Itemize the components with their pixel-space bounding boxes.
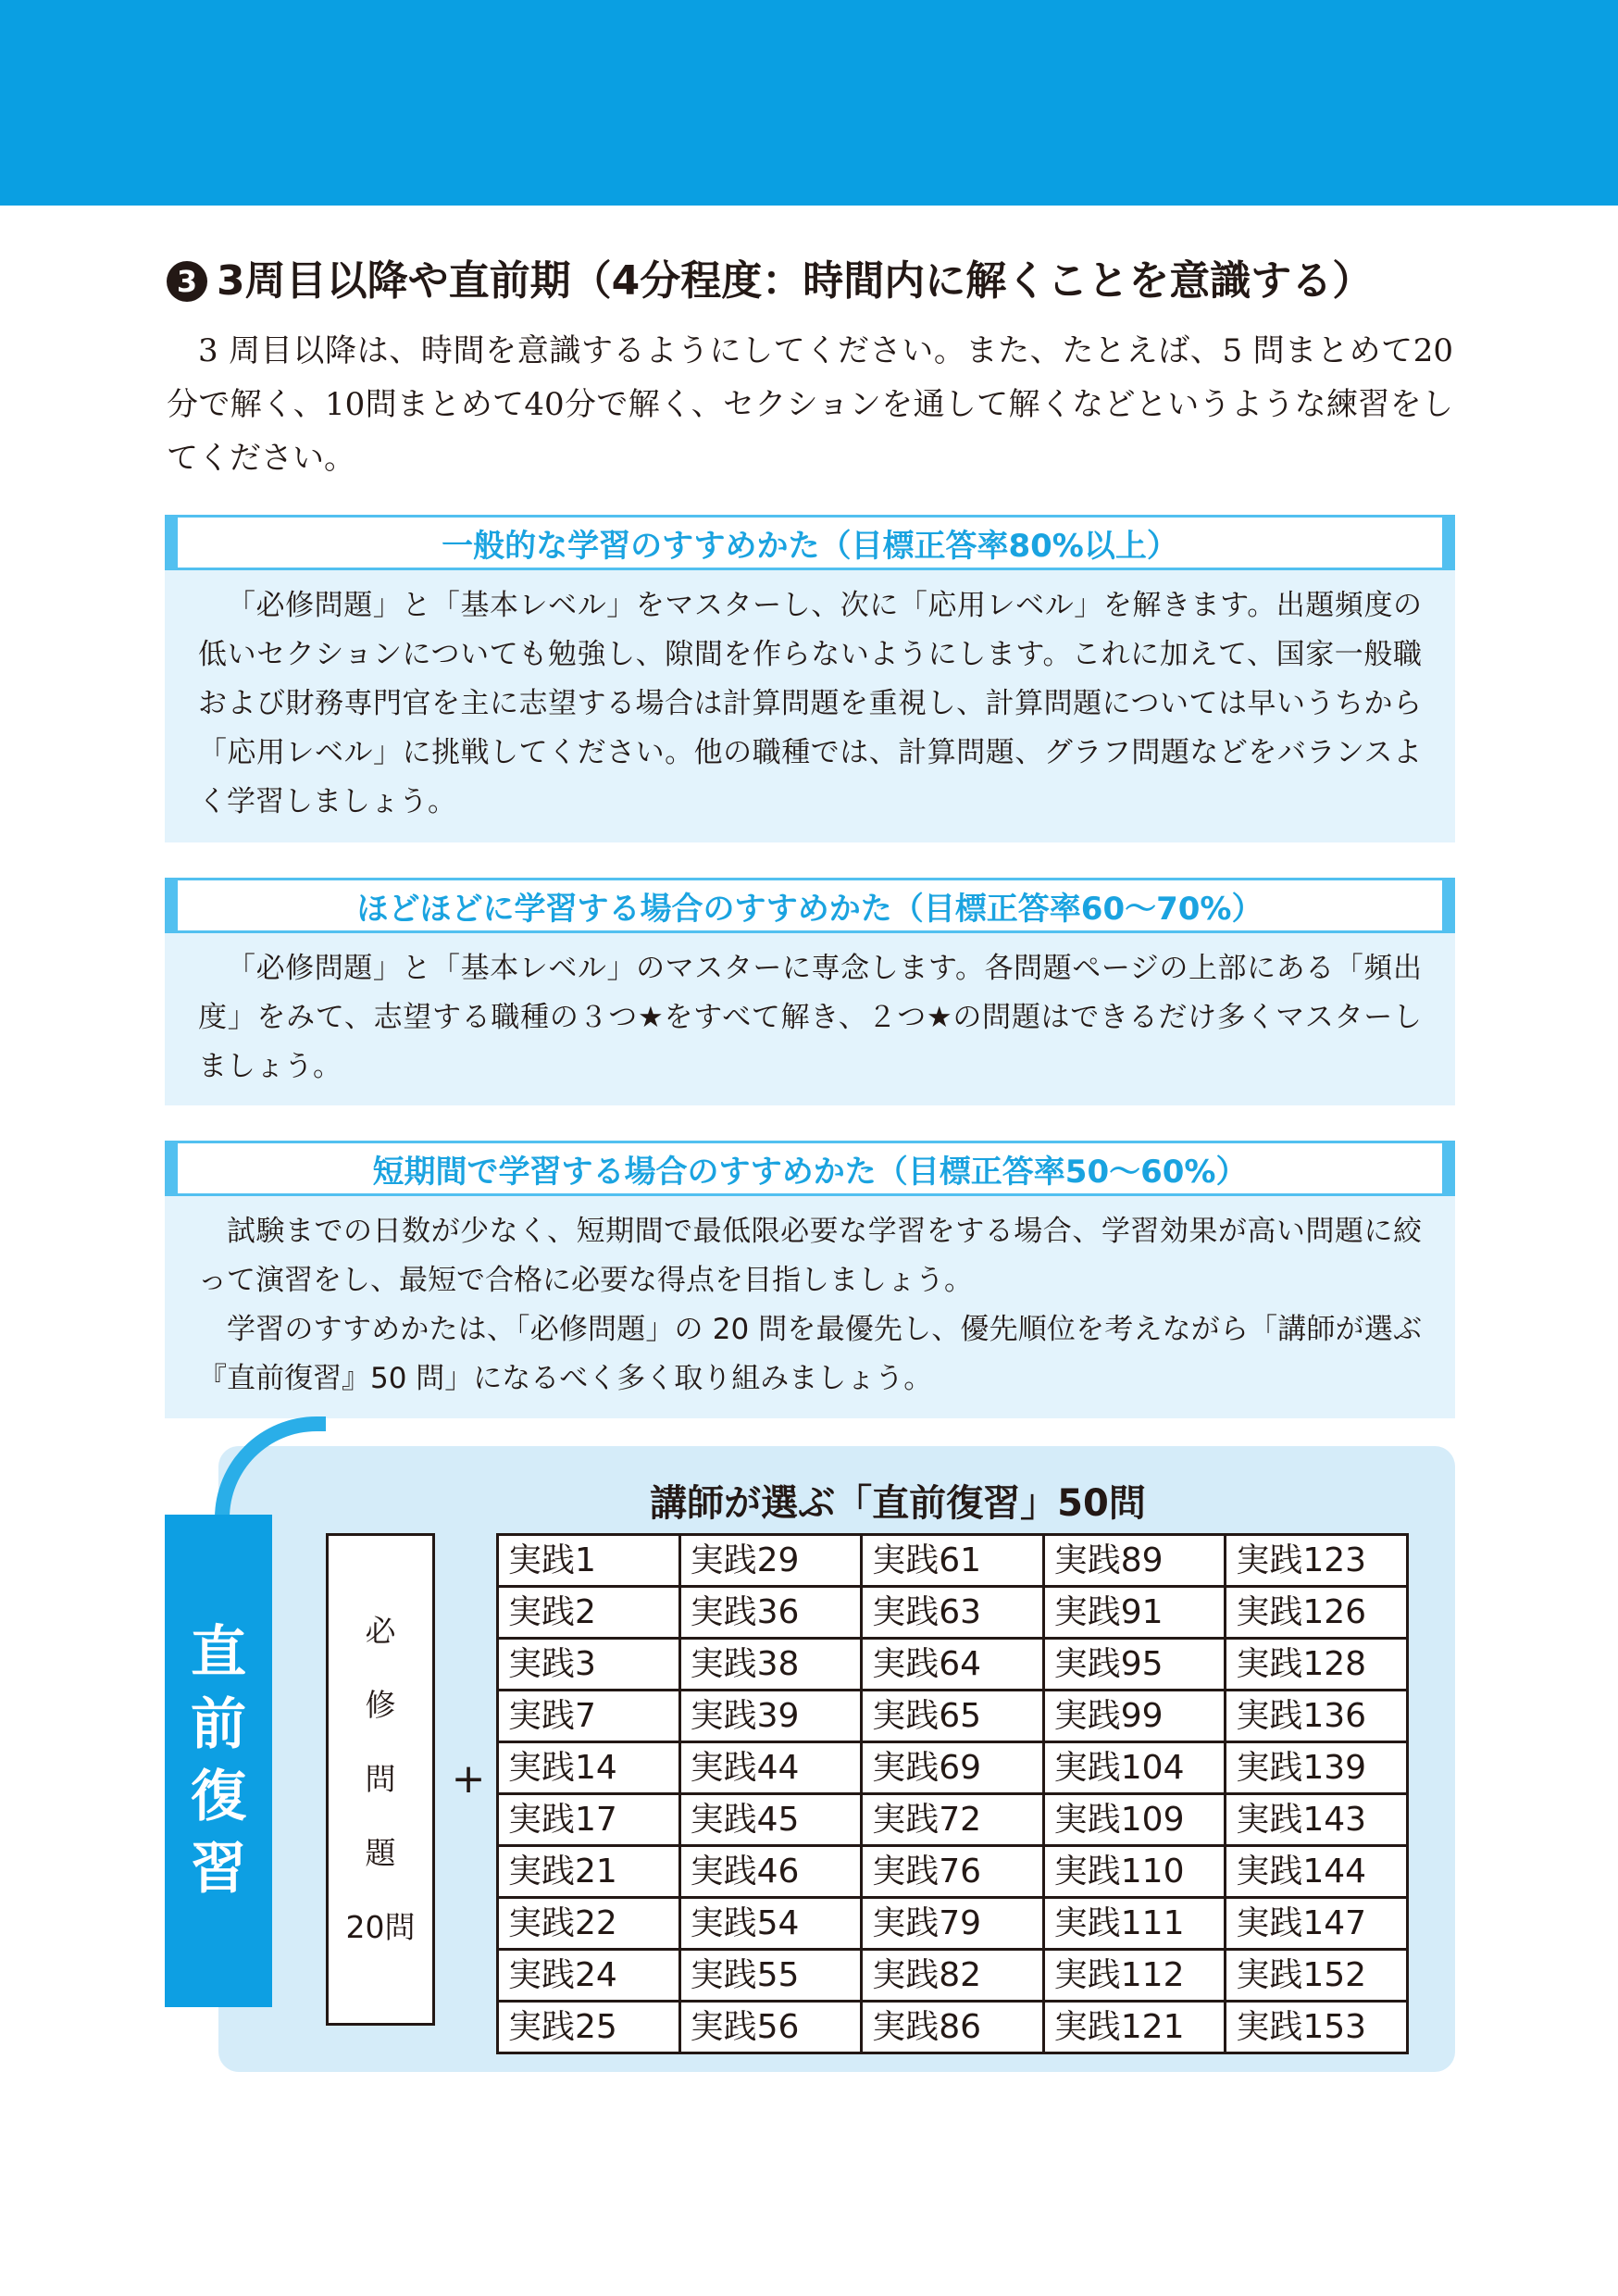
table-cell: 実践123 (1226, 1535, 1408, 1587)
table-cell: 実践46 (679, 1846, 862, 1898)
required-char: 修 (365, 1687, 396, 1723)
table-cell: 実践22 (498, 1898, 680, 1950)
table-cell: 実践95 (1043, 1639, 1226, 1691)
table-cell: 実践126 (1226, 1587, 1408, 1639)
table-cell: 実践121 (1043, 2002, 1226, 2053)
table-row (498, 1535, 1408, 1587)
study-plan-box-general (165, 515, 1455, 842)
study-plan-box-moderate (165, 878, 1455, 1105)
box-title: 短期間で学習する場合のすすめかた（目標正答率50～60%） (165, 1141, 1455, 1196)
table-cell: 実践54 (679, 1898, 862, 1950)
table-cell: 実践64 (862, 1639, 1044, 1691)
number-badge: 3 (167, 261, 207, 302)
table-cell: 実践153 (1226, 2002, 1408, 2053)
required-char: 問 (365, 1761, 396, 1797)
plus-sign: + (451, 1755, 486, 1803)
table-cell: 実践144 (1226, 1846, 1408, 1898)
tab-char: 前 (191, 1692, 246, 1757)
box-paragraph: 試験までの日数が少なく、短期間で最低限必要な学習をする場合、学習効果が高い問題に絞って演習をし、最短で合格に必要な得点を目指しましょう。 (198, 1215, 1422, 1297)
table-cell: 実践25 (498, 2002, 680, 2053)
table-cell: 実践128 (1226, 1639, 1408, 1691)
table-cell: 実践69 (862, 1742, 1044, 1794)
table-cell: 実践45 (679, 1794, 862, 1846)
intro-text: 3 周目以降は、時間を意識するようにしてください。また、たとえば、5 問まとめて20分で解く、10問まとめて40分で解く、セクションを通して解くなどというような練習をしてください。 (167, 332, 1453, 477)
table-cell: 実践139 (1226, 1742, 1408, 1794)
table-cell: 実践3 (498, 1639, 680, 1691)
tab-char: 直 (191, 1620, 246, 1685)
table-cell: 実践17 (498, 1794, 680, 1846)
table-cell: 実践14 (498, 1742, 680, 1794)
study-plan-box-short (165, 1141, 1455, 1418)
table-cell: 実践65 (862, 1691, 1044, 1742)
table-row (498, 2002, 1408, 2053)
header-band (0, 0, 1618, 206)
table-cell: 実践61 (862, 1535, 1044, 1587)
table-cell: 実践2 (498, 1587, 680, 1639)
table-cell: 実践147 (1226, 1898, 1408, 1950)
table-cell: 実践86 (862, 2002, 1044, 2053)
tab-char: 習 (191, 1837, 246, 1902)
table-cell: 実践91 (1043, 1587, 1226, 1639)
table-row (498, 1846, 1408, 1898)
table-row (498, 1691, 1408, 1742)
table-row (498, 1742, 1408, 1794)
table-row (498, 1794, 1408, 1846)
box-title: ほどほどに学習する場合のすすめかた（目標正答率60～70%） (165, 878, 1455, 933)
table-cell: 実践63 (862, 1587, 1044, 1639)
box-body (198, 581, 1422, 827)
review-tab-label (165, 1515, 272, 2007)
review-table (496, 1533, 1409, 2054)
table-row (498, 1587, 1408, 1639)
table-cell: 実践72 (862, 1794, 1044, 1846)
table-cell: 実践36 (679, 1587, 862, 1639)
box-paragraph: 「必修問題」と「基本レベル」をマスターし、次に「応用レベル」を解きます。出題頻度の低いセクションについても勉強し、隙間を作らないようにします。これに加えて、国家一般職および財務専門官を主に志望する場合は計算問題を重視し、計算問題については早いうちから「応用レベル」に挑戦してください。他の職種では、計算問題、グラフ問題などをバランスよく学習しましょう。 (198, 589, 1423, 818)
section-heading (167, 252, 1462, 311)
table-cell: 実践82 (862, 1950, 1044, 2002)
required-problems-box (326, 1533, 435, 2026)
table-row (498, 1898, 1408, 1950)
table-cell: 実践56 (679, 2002, 862, 2053)
box-paragraph: 学習のすすめかたは、「必修問題」の 20 問を最優先し、優先順位を考えながら「講師が選ぶ『直前復習』50 問」になるべく多く取り組みましょう。 (198, 1313, 1422, 1395)
table-row (498, 1950, 1408, 2002)
required-count: 20問 (345, 1909, 416, 1945)
table-cell: 実践1 (498, 1535, 680, 1587)
required-char: 題 (365, 1835, 396, 1871)
table-cell: 実践89 (1043, 1535, 1226, 1587)
table-cell: 実践55 (679, 1950, 862, 2002)
table-cell: 実践29 (679, 1535, 862, 1587)
intro-paragraph (167, 324, 1453, 485)
table-cell: 実践112 (1043, 1950, 1226, 2002)
section-heading-text: 3周目以降や直前期（4分程度：時間内に解くことを意識する） (217, 257, 1374, 305)
box-paragraph: 「必修問題」と「基本レベル」のマスターに専念します。各問題ページの上部にある「頻出度」をみて、志望する職種の３つ★をすべて解き、２つ★の問題はできるだけ多くマスターしましょう。 (198, 952, 1422, 1083)
table-cell: 実践79 (862, 1898, 1044, 1950)
table-cell: 実践104 (1043, 1742, 1226, 1794)
table-row (498, 1639, 1408, 1691)
table-cell: 実践143 (1226, 1794, 1408, 1846)
box-body (198, 944, 1422, 1092)
table-cell: 実践38 (679, 1639, 862, 1691)
tab-char: 復 (191, 1765, 246, 1829)
required-char: 必 (365, 1613, 396, 1649)
table-cell: 実践21 (498, 1846, 680, 1898)
table-cell: 実践7 (498, 1691, 680, 1742)
table-cell: 実践110 (1043, 1846, 1226, 1898)
table-cell: 実践76 (862, 1846, 1044, 1898)
table-cell: 実践44 (679, 1742, 862, 1794)
table-cell: 実践111 (1043, 1898, 1226, 1950)
box-title: 一般的な学習のすすめかた（目標正答率80%以上） (165, 515, 1455, 570)
review-table-title: 講師が選ぶ「直前復習」50問 (650, 1482, 1146, 1525)
table-cell: 実践24 (498, 1950, 680, 2002)
table-cell: 実践99 (1043, 1691, 1226, 1742)
table-cell: 実践109 (1043, 1794, 1226, 1846)
box-body (198, 1207, 1422, 1404)
table-cell: 実践39 (679, 1691, 862, 1742)
table-cell: 実践152 (1226, 1950, 1408, 2002)
table-cell: 実践136 (1226, 1691, 1408, 1742)
